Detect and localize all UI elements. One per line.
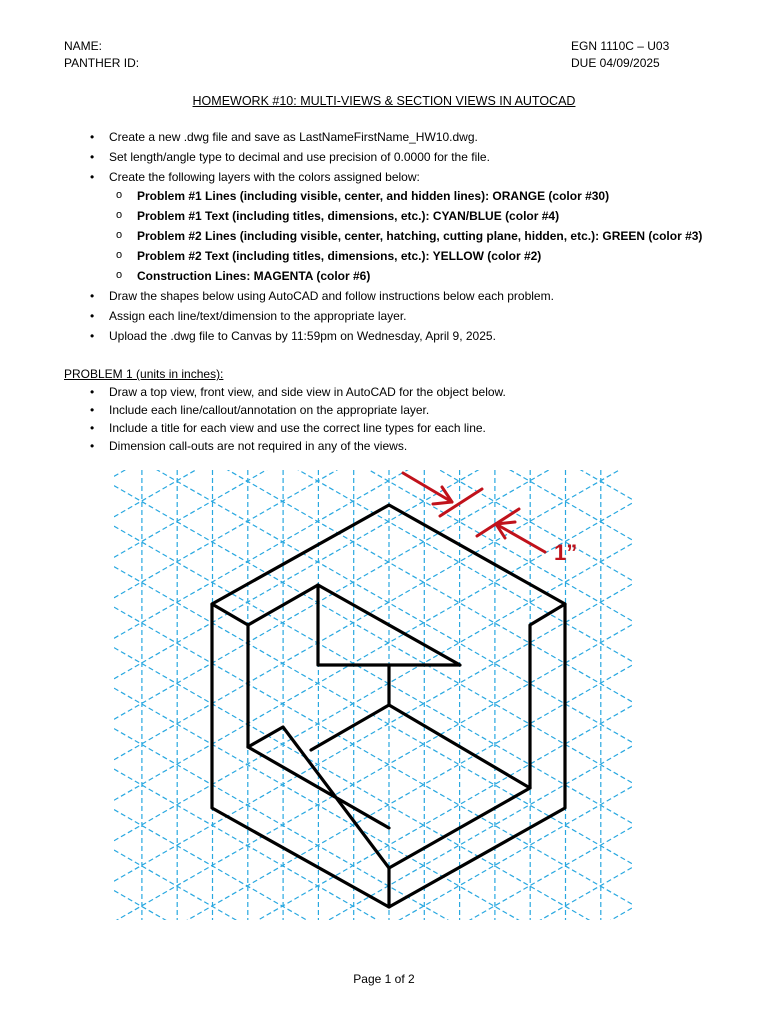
list-item: • Assign each line/text/dimension to the appropriate layer. [88,309,702,324]
grid-line [114,891,632,1024]
grid-line [114,0,632,71]
grid-line [114,139,632,436]
grid-line [114,58,632,355]
due-date: DUE 04/09/2025 [571,56,660,70]
grid-line [114,98,632,395]
grid-line [114,0,632,175]
dimension-arrow [403,473,452,502]
panther-id-label: PANTHER ID: [64,56,140,70]
list-item-text: Create the following layers with the colors assigned below: [109,170,420,184]
page-title: HOMEWORK #10: MULTI-VIEWS & SECTION VIEWS IN AUTOCAD [192,94,576,108]
layer-item: o Problem #2 Text (including titles, dimensions, etc.): YELLOW (color #2) [109,249,702,264]
list-item: • Include a title for each view and use the correct line types for each line. [88,421,506,436]
grid-line [114,0,632,31]
list-item: • Set length/angle type to decimal and use precision of 0.0000 for the file. [88,150,702,165]
list-item: • Include each line/callout/annotation on the appropriate layer. [88,403,506,418]
grid-line [114,0,632,256]
grid-line [114,850,632,1024]
name-label: NAME: [64,39,103,53]
layer-item: o Problem #1 Lines (including visible, center, and hidden lines): ORANGE (color #30) [109,189,702,204]
list-item: • Draw a top view, front view, and side view in AutoCAD for the object below. [88,385,506,400]
grid-line [114,1012,632,1024]
grid-line [114,81,632,378]
object-edge [311,705,389,750]
grid-line [114,17,632,314]
grid-line [114,179,632,476]
grid-line [114,868,632,1024]
grid-line [114,0,632,54]
list-item: • Draw the shapes below using AutoCAD and follow instructions below each problem. [88,289,702,304]
layer-item: o Problem #2 Lines (including visible, center, hatching, cutting plane, hidden, etc.): GREEN (color #3) [109,229,702,244]
grid-line [114,0,632,112]
object-edge [318,585,460,665]
isometric-grid [107,0,632,1024]
dimension-label: 1” [554,540,578,565]
object-edge [530,604,565,788]
problem-1-heading: PROBLEM 1 (units in inches): [64,367,224,381]
grid-line [114,0,632,193]
grid-line [114,0,632,297]
grid-line [114,787,632,1024]
layer-item: o Problem #1 Text (including titles, dimensions, etc.): CYAN/BLUE (color #4) [109,209,702,224]
page-footer: Page 1 of 2 [353,972,415,986]
grid-line [114,40,632,337]
list-item: • Dimension call-outs are not required in any of the views. [88,439,506,454]
grid-line [114,989,632,1024]
grid-line [114,0,632,135]
dimension-callout [403,473,577,565]
grid-line [114,162,632,459]
grid-line [114,810,632,1024]
grid-line [114,0,632,274]
list-item: • Create a new .dwg file and save as LastNameFirstName_HW10.dwg. [88,130,702,145]
grid-line [114,121,632,418]
grid-line [114,0,632,233]
list-item: • Upload the .dwg file to Canvas by 11:59pm on Wednesday, April 9, 2025. [88,329,702,344]
grid-line [114,827,632,1024]
grid-line [114,0,632,216]
grid-line [114,202,632,499]
grid-line [114,949,632,1024]
grid-line [114,908,632,1024]
grid-line [114,0,632,13]
course-code: EGN 1110C – U03 [571,39,670,53]
grid-line [114,0,632,152]
grid-line [114,243,632,540]
layer-item: o Construction Lines: MAGENTA (color #6) [109,269,702,284]
grid-line [114,283,632,580]
grid-line [114,0,632,94]
